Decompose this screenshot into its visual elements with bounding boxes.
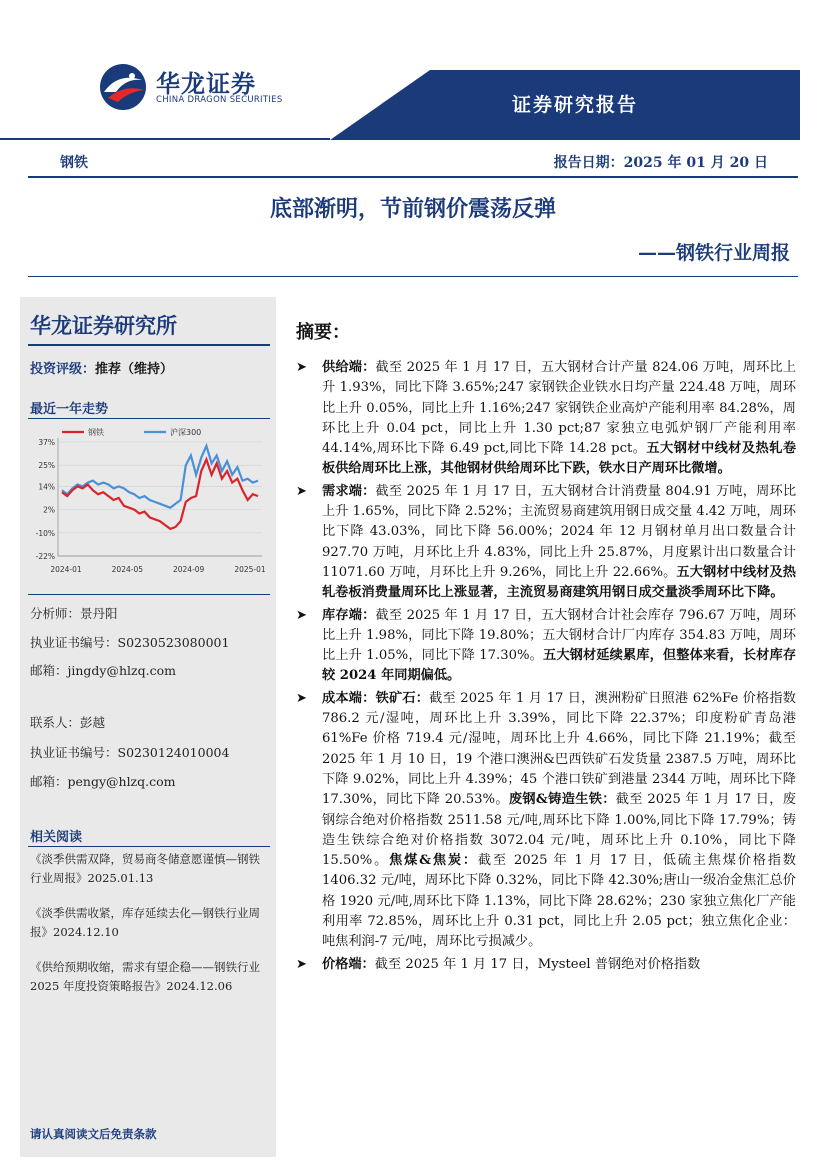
abstract-item-demand bbox=[296, 482, 796, 604]
page-subtitle: ——钢铁行业周报 bbox=[637, 242, 790, 264]
header-banner bbox=[0, 70, 826, 140]
x-tick-label: 2024-09 bbox=[172, 565, 205, 574]
divider bbox=[28, 594, 270, 595]
bullet-arrow-icon: ➤ bbox=[296, 607, 307, 623]
item-text: 截至 2025 年 1 月 17 日，五大钢材合计社会库存 796.67 万吨，周环比上升 1.98%，同比下降 19.80%；五大钢材合计厂内库存 354.83 万吨，周环比上升 1.05%，同比下降 17.30%。 bbox=[322, 607, 797, 664]
y-tick-label: 14% bbox=[38, 482, 55, 492]
series-line-steel bbox=[62, 459, 258, 529]
page-title: 底部渐明，节前钢价震荡反弹 bbox=[269, 196, 556, 222]
divider bbox=[28, 276, 798, 277]
segment-label: 铁矿石： bbox=[375, 690, 430, 706]
item-label: 需求端： bbox=[322, 483, 376, 499]
analyst-email: 邮箱：jingdy@hlzq.com bbox=[30, 663, 176, 678]
y-tick-label: 37% bbox=[38, 438, 55, 447]
investment-rating bbox=[30, 358, 173, 377]
divider bbox=[28, 418, 270, 419]
x-tick-label: 2024-01 bbox=[50, 565, 82, 574]
item-conclusion: 五大钢材延续累库，但整体来看，长材库存较 2024 年同期偏低。 bbox=[322, 648, 797, 684]
item-text: 截至 2025 年 1 月 17 日，五大钢材合计消费量 804.91 万吨，周环比上升 1.65%，同比下降 2.52%；主流贸易商建筑用钢日成交量 4.42 万吨，周环比下降 43.03%，同比下降 56.00%；2024 年 12 月钢材单月出口数量合计 927.70 万吨，月环比上升 4.83%，同比上升 25.87%，月度累计出口数量合计 11071.60 万吨，月环比上升 9.26%，同比上升 22.66%。 bbox=[322, 483, 797, 580]
related-item[interactable]: 《淡季供需收紧，库存延续去化—钢铁行业周报》2024.12.10 bbox=[30, 906, 260, 939]
item-label: 成本端： bbox=[322, 690, 376, 706]
segment-text: 截至 2025 年 1 月 17 日，澳洲粉矿日照港 62%Fe 价格指数 786.2 元/湿吨，周环比上升 3.39%，同比下降 22.37%；印度粉矿青岛港 61%Fe 价格 719.4 元/湿吨，周环比上升 4.66%，同比下降 21.19%；截至 2025 年 1 月 10 日，19 个港口澳洲&巴西铁矿石发货量 2387.5 万吨，周环比下降 9.02%，同比上升 4.39%；45 个港口铁矿到港量 2344 万吨，周环比下降 17.30%，同比下降 20.53%。 bbox=[322, 690, 796, 808]
segment-label: 废钢&铸造生铁： bbox=[508, 792, 616, 808]
legend-label: 钢铁 bbox=[88, 428, 104, 437]
rating-value: 推荐（维持） bbox=[95, 362, 174, 377]
trend-chart bbox=[26, 420, 270, 584]
industry-label: 钢铁 bbox=[60, 155, 88, 171]
y-tick-label: -10% bbox=[35, 528, 55, 538]
related-item[interactable]: 《淡季供需双降，贸易商冬储意愿谨慎—钢铁行业周报》2025.01.13 bbox=[30, 852, 260, 885]
abstract-item-cost bbox=[296, 689, 796, 953]
analyst-cert: 执业证书编号：S0230523080001 bbox=[30, 635, 230, 650]
report-type-label: 证券研究报告 bbox=[511, 94, 638, 116]
y-tick-label: 25% bbox=[38, 461, 55, 471]
bullet-arrow-icon: ➤ bbox=[296, 483, 307, 499]
logo-cn-text: 华龙证券 bbox=[156, 70, 256, 98]
x-tick-label: 2025-01 bbox=[234, 565, 266, 574]
bullet-arrow-icon: ➤ bbox=[296, 956, 307, 972]
divider bbox=[28, 176, 798, 178]
legend-label: 沪深300 bbox=[170, 428, 202, 437]
divider bbox=[28, 846, 270, 847]
x-tick-label: 2024-05 bbox=[111, 565, 144, 574]
segment-text: 截至 2025 年 1 月 17 日，低硫主焦煤价格指数 1406.32 元/吨，周环比下降 0.32%，同比下降 42.30%;唐山一级冶金焦汇总价格 1920 元/吨,周环比下降 1.13%，同比下降 28.62%；230 家独立焦化厂产能利用率 72.85%，周环比上升 0.31 pct，同比上升 2.05 pct；独立焦化企业：吨焦利润-7 元/吨，周环比亏损减少。 bbox=[322, 853, 796, 950]
contact-cert: 执业证书编号：S0230124010004 bbox=[30, 745, 230, 760]
item-label: 供给端： bbox=[322, 360, 376, 375]
y-tick-label: 2% bbox=[43, 505, 55, 515]
item-text: 截至 2025 年 1 月 17 日，Mysteel 普钢绝对价格指数 bbox=[374, 956, 701, 972]
disclaimer-note: 请认真阅读文后免责条款 bbox=[30, 1127, 157, 1141]
y-tick-label: -22% bbox=[35, 552, 55, 561]
item-label: 价格端： bbox=[322, 956, 375, 972]
item-conclusion: 五大钢材中线材及热轧卷板消费量周环比上涨显著，主流贸易商建筑用钢日成交量淡季周环比下降。 bbox=[322, 564, 796, 601]
rating-label: 投资评级： bbox=[30, 362, 96, 377]
institute-name: 华龙证券研究所 bbox=[30, 314, 177, 338]
related-item[interactable]: 《供给预期收缩，需求有望企稳——钢铁行业 2025 年度投资策略报告》2024.12.06 bbox=[30, 960, 260, 993]
logo-en-text: CHINA DRAGON SECURITIES bbox=[156, 95, 283, 105]
divider bbox=[28, 344, 270, 346]
abstract-body bbox=[296, 358, 796, 977]
analyst-name: 分析师：景丹阳 bbox=[30, 606, 118, 621]
related-reading-title: 相关阅读 bbox=[30, 830, 83, 845]
trend-title: 最近一年走势 bbox=[30, 402, 109, 417]
abstract-item-inventory bbox=[296, 606, 796, 687]
abstract-item-supply bbox=[296, 358, 796, 480]
item-text: 截至 2025 年 1 月 17 日，五大钢材合计产量 824.06 万吨，周环比上升 1.93%，同比下降 3.65%;247 家钢铁企业铁水日均产量 224.48 万吨，周环比上升 0.05%，同比上升 1.16%;247 家钢铁企业高炉产能利用率 84.28%，周环比上升 0.04 pct，同比上升 1.30 pct;87 家独立电弧炉钢厂产能利用率 44.14%,周环比下降 6.49 pct,同比下降 14.28 pct。 bbox=[322, 360, 797, 457]
bullet-arrow-icon: ➤ bbox=[296, 360, 307, 375]
contact-email: 邮箱：pengy@hlzq.com bbox=[30, 774, 176, 789]
segment-text: 截至 2025 年 1 月 17 日，废钢综合绝对价格指数 2511.58 元/吨,周环比下降 1.00%,同比下降 17.79%；铸造生铁综合绝对价格指数 3072.04 元/吨，周环比上升 0.10%，同比下降 15.50%。 bbox=[322, 792, 796, 869]
abstract-title: 摘要： bbox=[296, 322, 350, 343]
bullet-arrow-icon: ➤ bbox=[296, 690, 307, 706]
contact-name: 联系人：彭越 bbox=[30, 715, 106, 730]
report-date: 报告日期：2025 年 01 月 20 日 bbox=[553, 155, 768, 171]
abstract-item-price bbox=[296, 955, 796, 975]
item-label: 库存端： bbox=[322, 607, 376, 623]
item-conclusion: 五大钢材中线材及热轧卷板供给周环比上涨，其他钢材供给周环比下跌，铁水日产周环比微增。 bbox=[322, 441, 797, 477]
segment-label: 焦煤&焦炭： bbox=[389, 853, 478, 869]
